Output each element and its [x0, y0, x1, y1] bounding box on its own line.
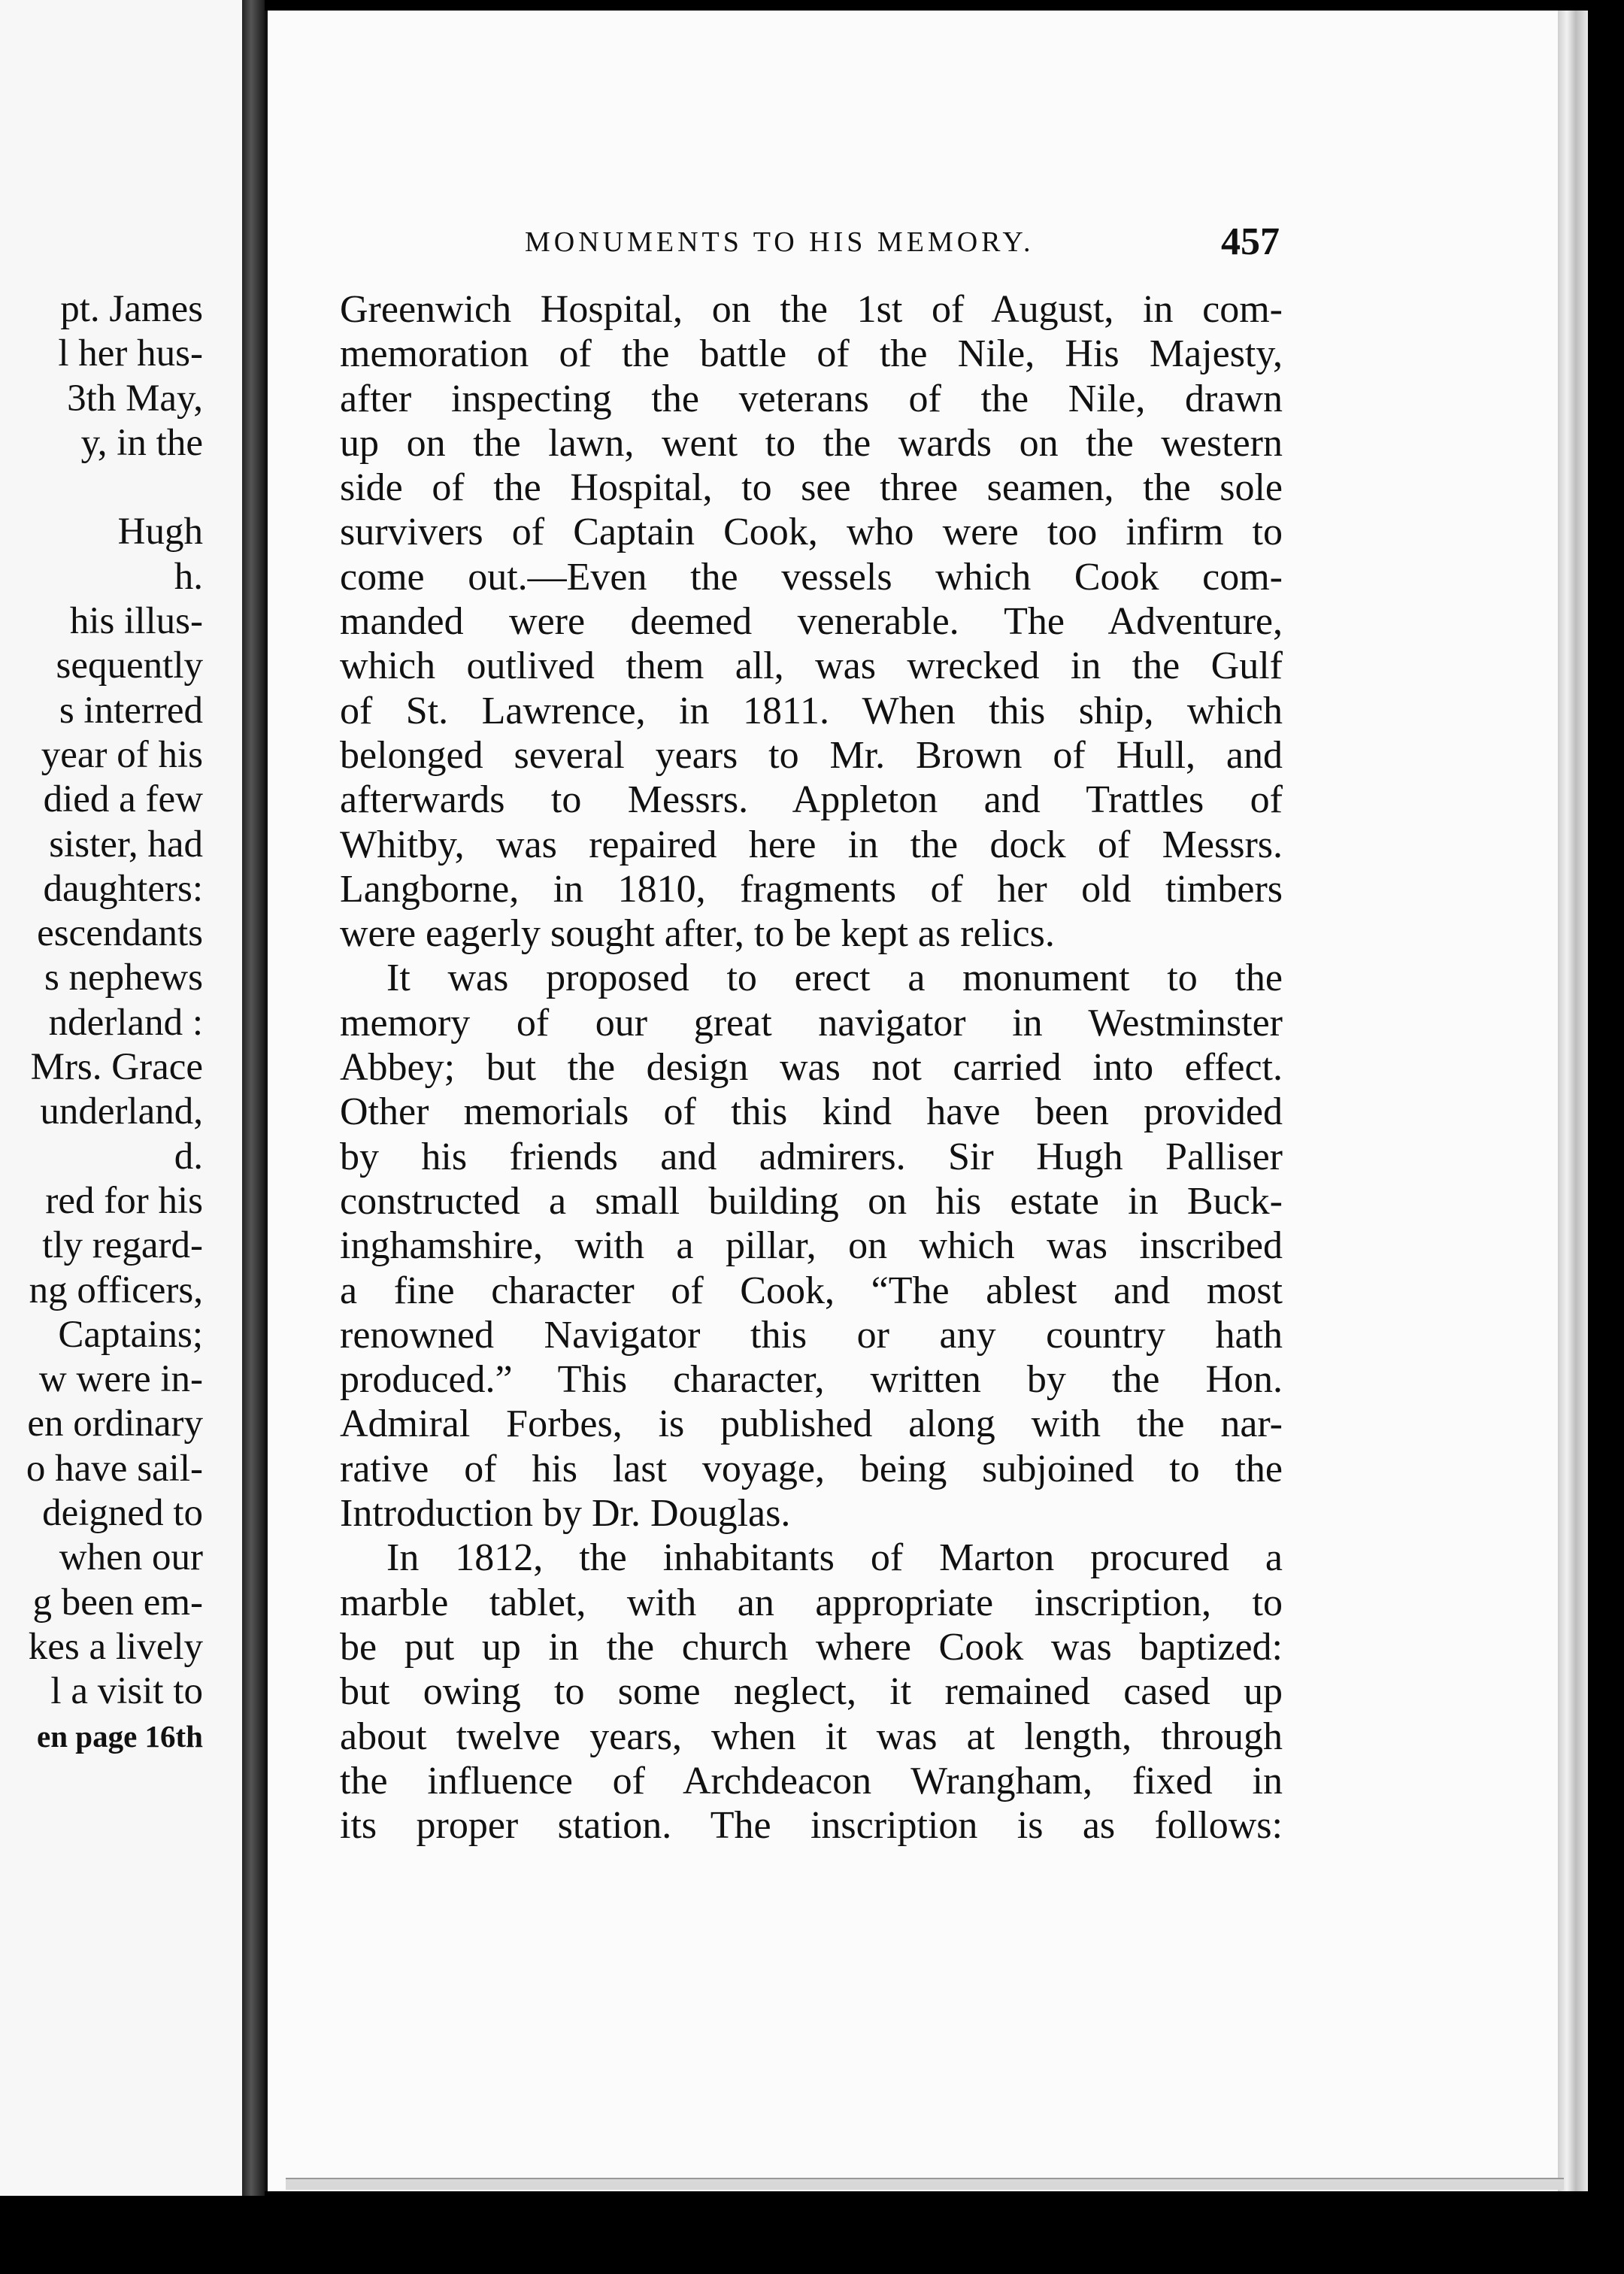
left-line: his illus- [69, 600, 203, 643]
page-header [525, 220, 1280, 265]
left-line: sequently [56, 644, 203, 687]
text-line: side of the Hospital, to see three seamen, the sole [340, 466, 1283, 510]
left-line: 3th May, [67, 377, 203, 420]
left-line: ng officers, [29, 1269, 203, 1311]
text-line: about twelve years, when it was at length, through [340, 1715, 1283, 1758]
running-head: MONUMENTS TO HIS MEMORY. [525, 226, 1035, 258]
text-line: rative of his last voyage, being subjoined to the [340, 1447, 1283, 1490]
left-line: when our [59, 1536, 203, 1579]
text-line: produced.” This character, written by the Hon. [340, 1358, 1283, 1402]
left-line: sister, had [49, 823, 203, 866]
text-line: Greenwich Hospital, on the 1st of August, in com- [340, 288, 1283, 331]
left-line: tly regard- [42, 1224, 203, 1267]
left-line: h. [174, 555, 203, 598]
body-text [340, 287, 1283, 1848]
text-line: inghamshire, with a pillar, on which was inscribed [340, 1224, 1283, 1268]
left-line: s nephews [44, 957, 203, 999]
text-line: Other memorials of this kind have been provided [340, 1090, 1283, 1134]
left-line: year of his [41, 733, 203, 776]
text-line: memory of our great navigator in Westminster [340, 1001, 1283, 1045]
left-line: red for his [45, 1179, 203, 1222]
text-line: be put up in the church where Cook was baptized: [340, 1625, 1283, 1669]
left-line: Hugh [117, 511, 203, 553]
text-line: Whitby, was repaired here in the dock of Messrs. [340, 823, 1283, 866]
left-line: underland, [40, 1090, 203, 1133]
left-line: kes a lively [28, 1625, 203, 1668]
left-line: Captains; [58, 1313, 203, 1356]
text-line: the influence of Archdeacon Wrangham, fixed in [340, 1759, 1283, 1803]
left-line: o have sail- [26, 1447, 203, 1490]
left-line: deigned to [42, 1492, 203, 1535]
text-line: manded were deemed venerable. The Adventure, [340, 600, 1283, 644]
text-line: belonged several years to Mr. Brown of Hull, and [340, 733, 1283, 777]
text-line: Admiral Forbes, is published along with the nar- [340, 1402, 1283, 1446]
text-line: were eagerly sought after, to be kept as relics. [340, 912, 1055, 956]
left-line: g been em- [32, 1581, 203, 1624]
text-line: It was proposed to erect a monument to the [386, 957, 1283, 1000]
left-line: nderland : [48, 1001, 203, 1044]
text-line: but owing to some neglect, it remained cased up [340, 1670, 1283, 1714]
text-line: memoration of the battle of the Nile, His Majesty, [340, 332, 1283, 376]
left-line: escendants [37, 912, 203, 955]
text-line: its proper station. The inscription is as follows: [340, 1804, 1283, 1848]
text-line: Introduction by Dr. Douglas. [340, 1492, 791, 1536]
book-spine-gutter [242, 0, 265, 2196]
left-line: pt. James [60, 288, 203, 330]
page-edge [1558, 11, 1588, 2191]
left-line: died a few [43, 778, 203, 821]
previous-page-text [0, 287, 203, 1759]
previous-page [0, 0, 242, 2196]
left-line [0, 465, 203, 510]
left-line: en page 16th [37, 1718, 203, 1754]
left-line: l a visit to [50, 1670, 203, 1713]
text-line: afterwards to Messrs. Appleton and Trattles of [340, 778, 1283, 822]
left-line: daughters: [43, 867, 203, 910]
text-line: survivers of Captain Cook, who were too infirm to [340, 511, 1283, 554]
left-line: s interred [59, 689, 203, 732]
left-line: Mrs. Grace [30, 1046, 203, 1089]
left-line: d. [174, 1135, 203, 1178]
text-line: constructed a small building on his estate in Buck- [340, 1179, 1283, 1223]
text-line: of St. Lawrence, in 1811. When this ship, which [340, 689, 1283, 732]
page-number: 457 [1221, 220, 1280, 263]
text-line: after inspecting the veterans of the Nile, drawn [340, 377, 1283, 420]
text-line: which outlived them all, was wrecked in the Gulf [340, 644, 1283, 688]
left-line: en ordinary [27, 1402, 203, 1445]
text-line: come out.—Even the vessels which Cook com- [340, 555, 1283, 599]
left-line: w were in- [38, 1358, 203, 1401]
text-line: a fine character of Cook, “The ablest and most [340, 1269, 1283, 1312]
left-line: y, in the [80, 421, 203, 464]
text-line: marble tablet, with an appropriate inscription, to [340, 1581, 1283, 1624]
page-bottom-edge [286, 2178, 1564, 2190]
text-line: Langborne, in 1810, fragments of her old timbers [340, 867, 1283, 911]
text-line: Abbey; but the design was not carried into effect. [340, 1046, 1283, 1090]
text-line: by his friends and admirers. Sir Hugh Palliser [340, 1135, 1283, 1178]
text-line: up on the lawn, went to the wards on the western [340, 421, 1283, 465]
left-line: l her hus- [58, 332, 203, 375]
text-line: In 1812, the inhabitants of Marton procured a [386, 1536, 1283, 1580]
text-line: renowned Navigator this or any country hath [340, 1313, 1283, 1357]
